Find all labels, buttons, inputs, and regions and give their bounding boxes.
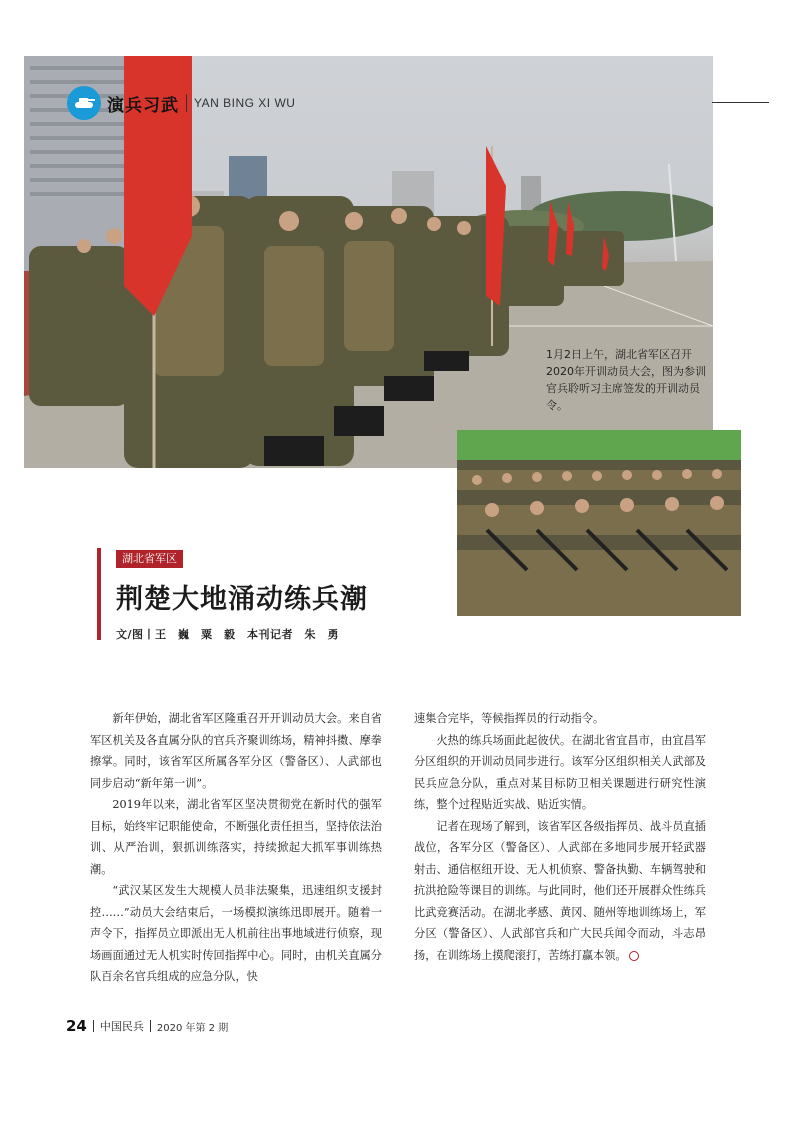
issue-number: 2020 年第 2 期 [156,1022,229,1034]
headline: 荆楚大地涌动练兵潮 [116,584,368,615]
section-header [67,86,295,120]
section-divider [186,94,187,112]
tank-icon [67,86,101,120]
article-column-right [414,708,706,966]
footer-divider [150,1020,151,1032]
byline: 文/图丨王 巍 粟 毅 本刊记者 朱 勇 [116,628,340,641]
title-accent-bar [97,548,101,640]
magazine-name: 中国民兵 [99,1020,144,1033]
paragraph [414,816,706,967]
footer-divider [93,1020,94,1032]
section-title: 演兵习武 [107,95,179,116]
paragraph: 火热的练兵场面此起彼伏。在湖北省宜昌市，由宜昌军分区组织的开训动员同步进行。该军分区组织相关人武部及民兵应急分队，重点对某目标防卫相关课题进行研究性演练，整个过程贴近实战、贴近实情。 [414,733,706,811]
page-footer [66,1017,228,1035]
region-tag: 湖北省军区 [116,550,183,568]
top-rule [712,102,769,103]
paragraph: 速集合完毕，等候指挥员的行动指令。 [414,712,605,725]
second-photo [457,430,741,616]
article-column-left [90,708,382,988]
paragraph-text: 记者在现场了解到，该省军区各级指挥员、战斗员直插战位，各军分区（警备区）、人武部在多地同步展开轻武器射击、通信枢纽开设、无人机侦察、警备执勤、车辆驾驶和抗洪抢险等课目的训练。与此同时，他们还开展群众性练兵比武竞赛活动。在湖北孝感、黄冈、随州等地训练场上，军分区（警备区）、人武部官兵和广大民兵闻令而动，斗志昂扬，在训练场上摸爬滚打，苦练打赢本领。 [414,819,706,962]
paragraph: “武汉某区发生大规模人员非法聚集，迅速组织支援封控……”动员大会结束后，一场模拟演练迅即展开。随着一声令下，指挥员立即派出无人机前往出事地域进行侦察，现场画面通过无人机实时传回指挥中心。同时，由机关直属分队百余名官兵组成的应急分队，快 [90,884,382,983]
paragraph: 新年伊始，湖北省军区隆重召开开训动员大会。来自省军区机关及各直属分队的官兵齐聚训练场，精神抖擞、摩拳擦掌。同时，该省军区所属各军分区（警备区）、人武部也同步启动“新年第一训”。 [90,712,382,790]
end-mark-icon [629,951,639,961]
paragraph: 2019年以来，湖北省军区坚决贯彻党在新时代的强军目标，始终牢记职能使命，不断强化责任担当，坚持依法治训、从严治训，狠抓训练落实，持续掀起大抓军事训练热潮。 [90,798,382,876]
photo-caption: 1月2日上午，湖北省军区召开2020年开训动员大会，图为参训官兵聆听习主席签发的开训动员令。 [546,348,706,412]
page-number: 24 [66,1017,87,1035]
section-subtitle: YAN BING XI WU [194,96,296,110]
